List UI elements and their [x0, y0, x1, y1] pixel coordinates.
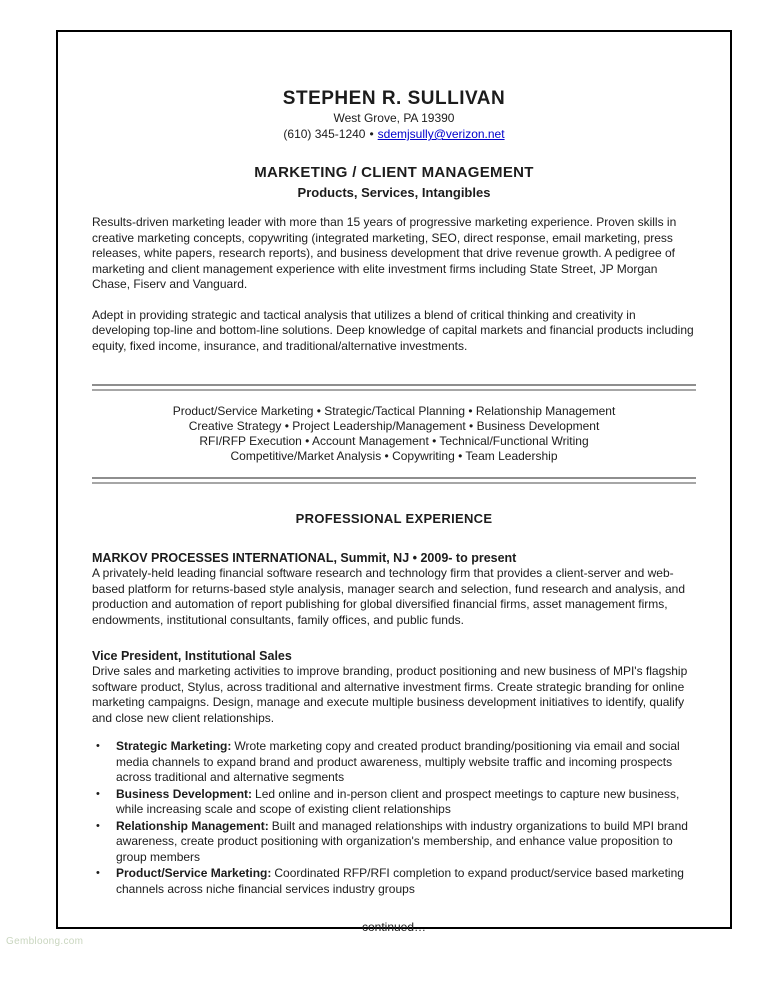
bullet-text: Led online and in-person client and prospect meetings to capture new business, while increasing scale and scope of existing client relationships — [116, 786, 680, 816]
bullet-item — [92, 787, 696, 818]
summary-paragraph-2: Adept in providing strategic and tactical analysis that utilizes a blend of critical thinking and creativity in developing top-line and bottom-line solutions. Deep knowledge of capital markets and financial products including equity, fixed income, insurance, and traditional/alternative investments. — [92, 307, 694, 353]
skills-line: Product/Service Marketing • Strategic/Tactical Planning • Relationship Management — [172, 404, 616, 418]
summary-paragraph-1: Results-driven marketing leader with more than 15 years of progressive marketing experience. Proven skills in creative marketing concepts, copywriting (integrated marketing, SEO, direct response, email marketing, press releases, white papers, research reports), and business development that drive revenue growth. A pedigree of marketing and client management experience with elite investment firms including State Street, JP Morgan Chase, Fiserv and Vanguard. — [92, 215, 677, 291]
bullet-icon: • — [96, 819, 100, 832]
contact-separator: • — [369, 127, 374, 141]
bullet-label: Relationship Management: — [116, 818, 269, 833]
bullet-text: Wrote marketing copy and created product branding/positioning via email and social media channels to expand brand and product awareness, multiply website traffic and incoming prospects across traditional and alternative segments — [116, 739, 680, 784]
skills-line: Competitive/Market Analysis • Copywriting • Team Leadership — [230, 449, 558, 463]
company-description: A privately-held leading financial software research and technology firm that provides a client-server and web-based platform for returns-based style analysis, manager search and selection, fund research and analysis, and production and automation of report publishing for global diversified financial firms, asset management firms, endowments, institutional consultants, family offices, and public funds. — [92, 566, 685, 627]
bullet-label: Business Development: — [116, 786, 253, 801]
bullet-icon: • — [96, 740, 100, 752]
role-title: Vice President, Institutional Sales — [92, 649, 292, 663]
continued-note: continued… — [361, 920, 427, 934]
bullet-item — [92, 866, 696, 897]
bullet-icon: • — [96, 867, 100, 879]
skills-list — [92, 404, 696, 464]
bullet-label: Product/Service Marketing: — [116, 866, 272, 880]
divider-double-rule-bottom — [92, 477, 696, 484]
contact-line — [92, 126, 696, 142]
candidate-phone: (610) 345-1240 — [283, 127, 366, 141]
resume-title: MARKETING / CLIENT MANAGEMENT — [254, 164, 534, 181]
bullet-icon: • — [96, 787, 100, 800]
experience-bullets — [92, 739, 696, 897]
skills-line: Creative Strategy • Project Leadership/Management • Business Development — [188, 419, 600, 433]
skills-line: RFI/RFP Execution • Account Management • Technical/Functional Writing — [199, 434, 589, 448]
bullet-text: Built and managed relationships with industry organizations to build MPI brand awareness, create product positioning with organization's membership, and enhance value proposition to group members — [116, 818, 688, 864]
role-description: Drive sales and marketing activities to improve branding, product positioning and new business of MPI's flagship software product, Stylus, across traditional and alternative investment firms. Create strategic branding for online marketing campaigns. Design, manage and execute multiple business development initiatives to identify, qualify and close new client relationships. — [92, 664, 688, 725]
bullet-text: Coordinated RFP/RFI completion to expand product/service based marketing channels across niche financial services industry groups — [116, 866, 684, 896]
resume-subtitle: Products, Services, Intangibles — [297, 185, 491, 200]
company-line: MARKOV PROCESSES INTERNATIONAL, Summit, NJ • 2009- to present — [92, 551, 517, 565]
candidate-name: STEPHEN R. SULLIVAN — [282, 88, 506, 109]
resume-page — [56, 30, 732, 934]
bullet-label: Strategic Marketing: — [116, 739, 232, 753]
candidate-address: West Grove, PA 19390 — [333, 111, 455, 125]
bullet-item — [92, 819, 696, 866]
watermark: Gembloong.com — [6, 936, 84, 947]
resume-header — [92, 88, 696, 200]
email-link[interactable]: sdemjsully@verizon.net — [377, 127, 505, 141]
bullet-item — [92, 739, 696, 786]
section-title-experience: PROFESSIONAL EXPERIENCE — [295, 511, 493, 526]
divider-double-rule-top — [92, 384, 696, 391]
